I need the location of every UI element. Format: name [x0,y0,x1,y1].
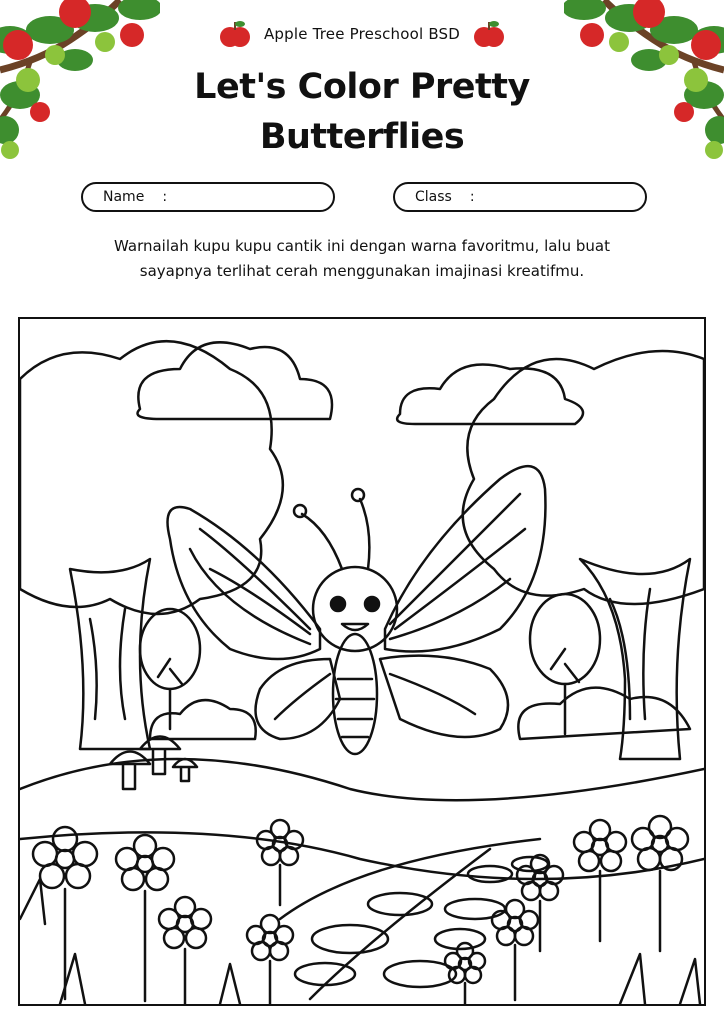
class-label: Class [415,189,452,205]
class-colon: : [469,189,475,205]
flower [159,897,211,1004]
flower [247,915,293,1004]
butterfly-wing-top-right [385,466,545,651]
butterfly-head [313,567,397,651]
tree-left-canopy [20,341,283,614]
tree-left-trunk [70,559,150,749]
name-label: Name [103,189,145,205]
stepping-stone [445,899,505,919]
flower [257,820,303,905]
flower [574,820,626,941]
flower [632,816,688,951]
stepping-stone [368,893,432,915]
instructions [60,234,664,284]
cloud-right [397,365,583,425]
apple-icon [220,18,250,50]
title-line-1: Let's Color Pretty [194,67,530,107]
cloud-left [138,342,333,419]
butterfly-antenna-right [360,499,369,569]
butterfly-antenna-left [302,514,342,569]
header [0,14,724,54]
stepping-stone [468,866,512,882]
page-title [0,62,724,162]
title-line-2: Butterflies [259,117,465,157]
name-field[interactable] [81,182,335,212]
class-field[interactable] [393,182,647,212]
butterfly [168,466,546,754]
mushroom-1 [110,752,150,790]
apple-icon [474,18,504,50]
small-tree-left [140,609,200,689]
mushroom-2 [140,737,180,775]
mushroom-3 [173,759,197,781]
coloring-picture-frame [18,317,706,1006]
butterfly-coloring-illustration [20,319,704,1004]
bush-left [150,700,256,739]
name-colon: : [162,189,168,205]
small-tree-right [530,594,600,684]
flower [445,943,485,1004]
instructions-line-2: sayapnya terlihat cerah menggunakan imajinasi kreatifmu. [139,262,585,280]
school-name: Apple Tree Preschool BSD [263,25,461,43]
tree-right-canopy [463,351,704,604]
instructions-line-1: Warnailah kupu kupu cantik ini dengan warna favoritmu, lalu buat [114,237,610,255]
flower [116,835,174,1001]
bush-right [518,688,690,739]
